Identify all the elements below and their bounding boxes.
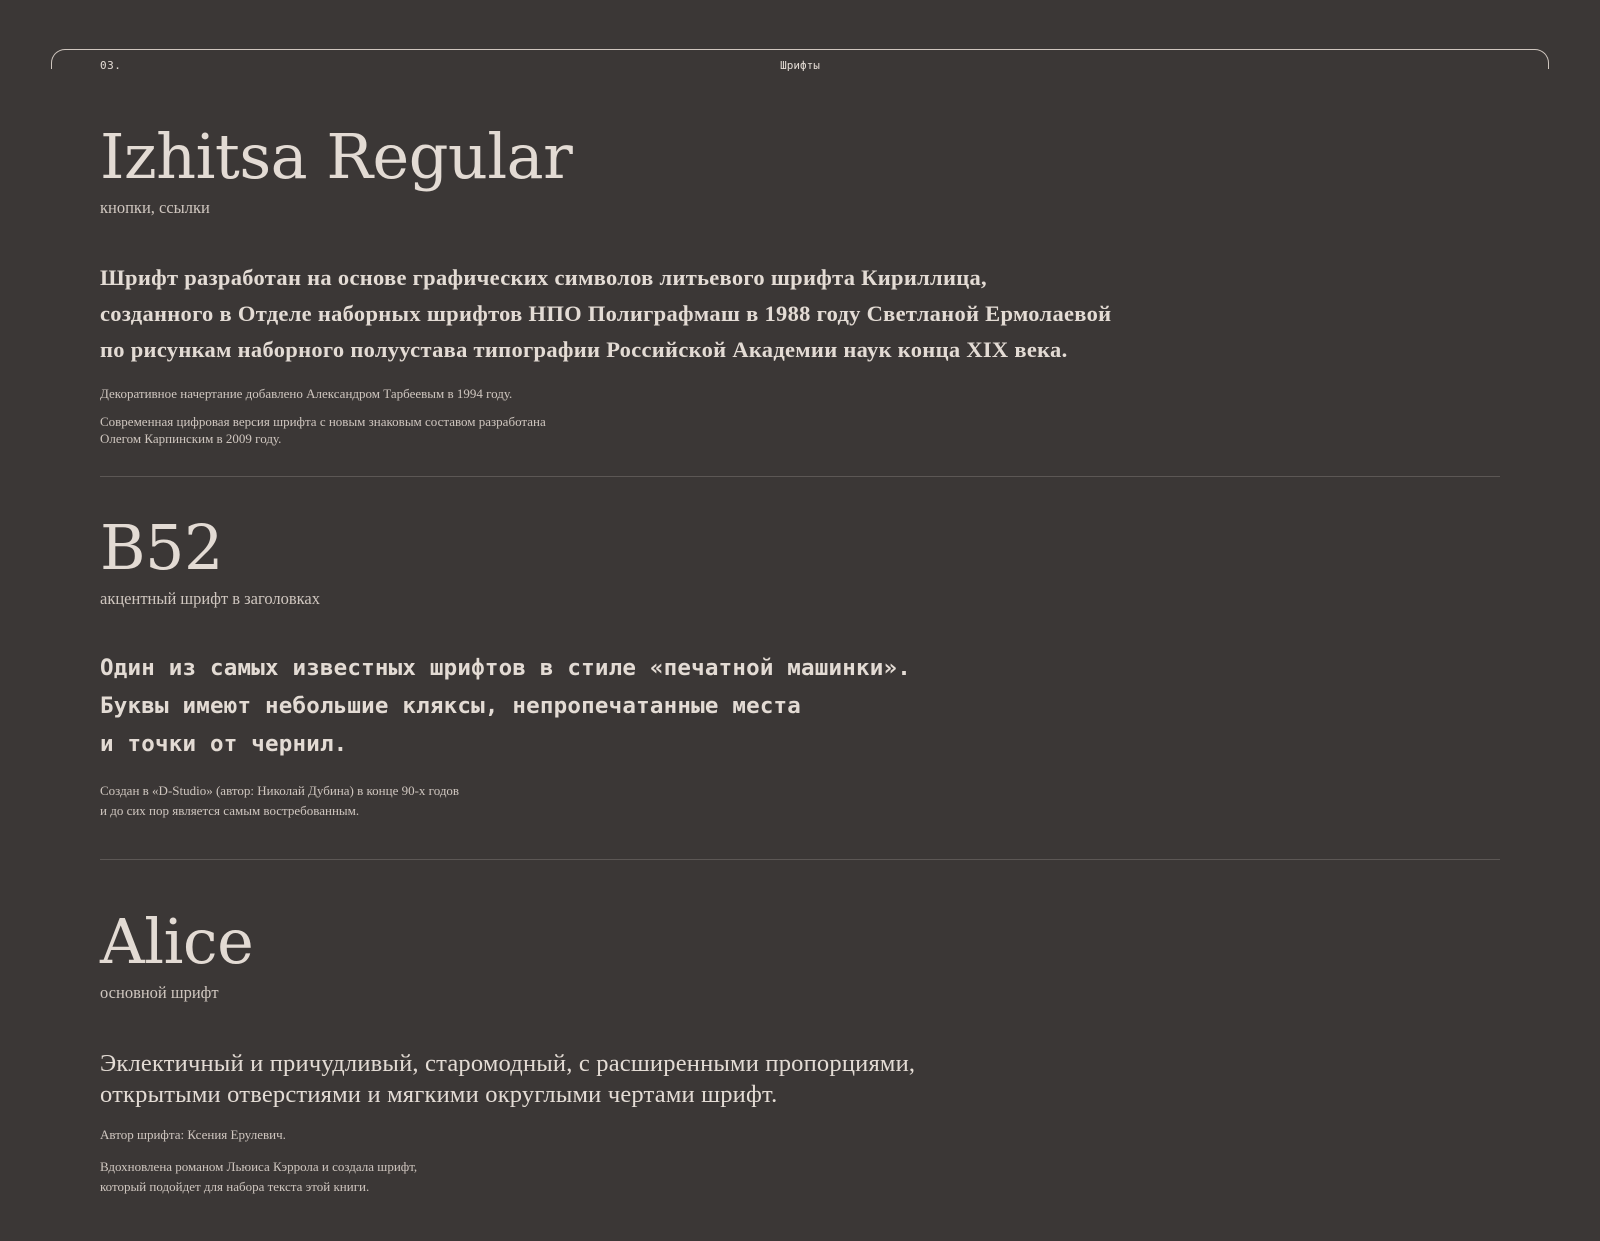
note-line: Создан в «D-Studio» (автор: Николай Дубина) в конце 90-х годов — [100, 783, 460, 798]
divider — [100, 476, 1500, 477]
note-line: Автор шрифта: Ксения Ерулевич. — [100, 1127, 286, 1142]
font-name: B52 — [100, 511, 223, 584]
section-title: Шрифты — [780, 59, 820, 72]
note-line: Олегом Карпинским в 2009 году. — [100, 431, 282, 446]
font-name: Alice — [100, 905, 254, 978]
font-sample — [100, 260, 1500, 368]
sample-line: Эклектичный и причудливый, старомодный, с расширенными пропорциями, — [100, 1050, 916, 1077]
font-sample — [100, 1048, 1500, 1110]
font-role: основной шрифт — [100, 983, 219, 1002]
font-block-alice — [100, 905, 1500, 1197]
note-line: и до сих пор является самым востребованным. — [100, 803, 360, 818]
font-role: кнопки, ссылки — [100, 198, 210, 217]
note-line: Вдохновлена романом Льюиса Кэррола и создала шрифт, — [100, 1158, 418, 1174]
sample-line: созданного в Отделе наборных шрифтов НПО Полиграфмаш в 1988 году Светланой Ермолаевой — [100, 301, 1112, 326]
note-line: который подойдет для набора текста этой книги. — [100, 1178, 370, 1194]
font-note — [100, 385, 1500, 403]
font-block-b52 — [100, 511, 1500, 821]
sample-line: по рисункам наборного полуустава типографии Российской Академии наук конца XIX века. — [100, 337, 1068, 362]
font-note — [100, 1157, 1500, 1197]
font-note — [100, 1126, 1500, 1144]
font-note — [100, 781, 1500, 821]
note-line: Декоративное начертание добавлено Александром Тарбеевым в 1994 году. — [100, 386, 513, 401]
sample-line: открытыми отверстиями и мягкими округлыми чертами шрифт. — [100, 1081, 778, 1108]
note-line: Современная цифровая версия шрифта с новым знаковым составом разработана — [100, 413, 546, 429]
font-block-izhitsa — [100, 120, 1500, 448]
sample-line: Один из самых известных шрифтов в стиле «печатной машинки». — [100, 655, 912, 681]
sample-line: и точки от чернил. — [100, 731, 348, 757]
page-number: 03. — [100, 59, 122, 72]
font-role: акцентный шрифт в заголовках — [100, 589, 320, 608]
sample-line: Шрифт разработан на основе графических символов литьевого шрифта Кириллица, — [100, 265, 987, 290]
font-note — [100, 413, 1500, 448]
divider — [100, 859, 1500, 860]
font-name: Izhitsa Regular — [100, 120, 573, 193]
sample-line: Буквы имеют небольшие кляксы, непропечатанные места — [100, 693, 802, 719]
font-sample — [100, 649, 1500, 763]
